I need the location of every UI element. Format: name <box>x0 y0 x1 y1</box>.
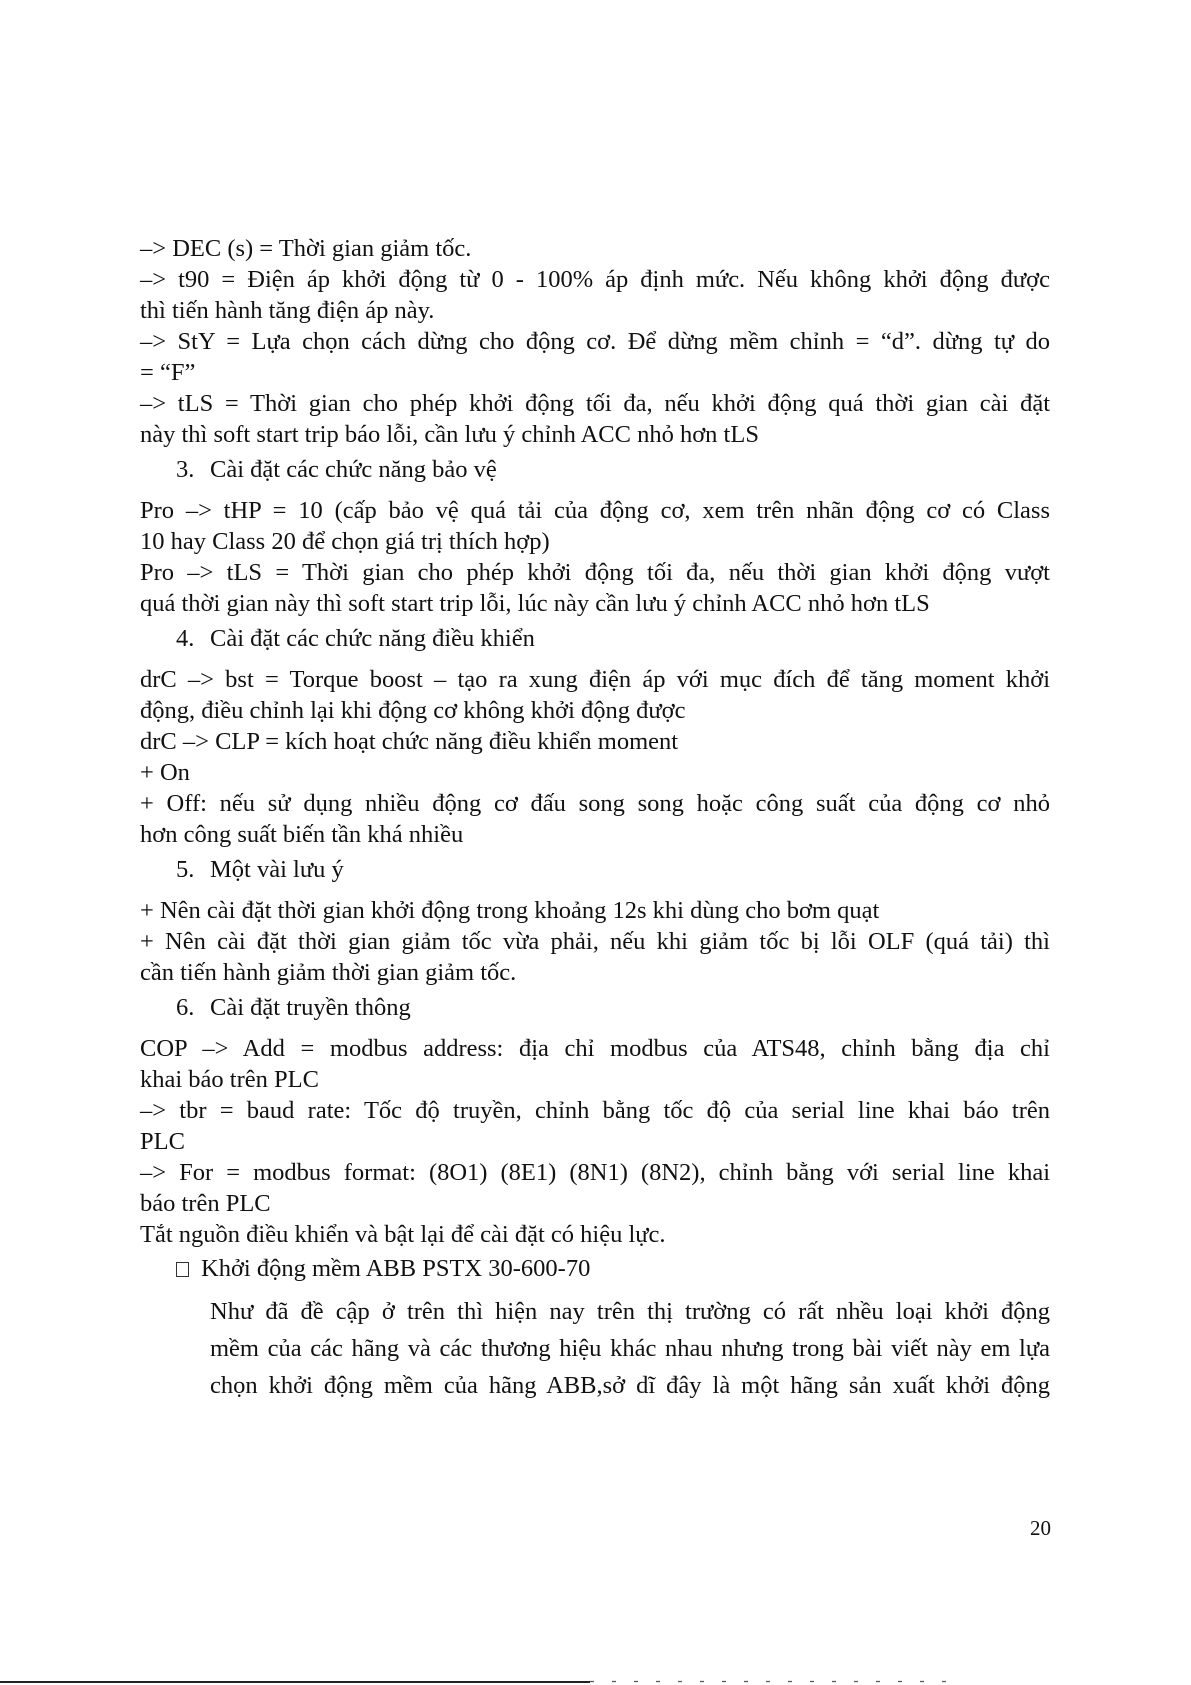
text-line: thì tiến hành tăng điện áp này. <box>140 297 435 324</box>
footer-rule <box>0 1681 590 1683</box>
section-number: 5. <box>176 856 195 883</box>
text-line: Pro –> tLS = Thời gian cho phép khởi động tối đa, nếu thời gian khởi động vượt <box>140 559 1050 586</box>
section-title: Cài đặt các chức năng điều khiển <box>210 625 535 652</box>
footer-dotted-rule <box>590 1680 950 1683</box>
section-number: 4. <box>176 625 195 652</box>
text-line: hơn công suất biến tần khá nhiều <box>140 821 464 848</box>
text-line: Pro –> tHP = 10 (cấp bảo vệ quá tải của động cơ, xem trên nhãn động cơ có Class <box>140 497 1050 524</box>
section-heading <box>140 992 1050 1023</box>
text-line: COP –> Add = modbus address: địa chỉ modbus của ATS48, chỉnh bằng địa chỉ <box>140 1035 1050 1062</box>
page-number: 20 <box>1030 1516 1051 1540</box>
text-line: drC –> CLP = kích hoạt chức năng điều khiển moment <box>140 728 679 755</box>
section-title: Cài đặt truyền thông <box>210 994 411 1021</box>
text-line: 10 hay Class 20 để chọn giá trị thích hợp) <box>140 528 550 555</box>
text-line: –> For = modbus format: (8O1) (8E1) (8N1) (8N2), chỉnh bằng với serial line khai <box>140 1159 1050 1186</box>
text-line: + Nên cài đặt thời gian giảm tốc vừa phải, nếu khi giảm tốc bị lỗi OLF (quá tải) thì <box>140 928 1050 955</box>
text-line: –> DEC (s) = Thời gian giảm tốc. <box>140 235 472 262</box>
text-line: = “F” <box>140 359 196 386</box>
text-line: drC –> bst = Torque boost – tạo ra xung điện áp với mục đích để tăng moment khởi <box>140 666 1050 693</box>
text-line: + Nên cài đặt thời gian khởi động trong khoảng 12s khi dùng cho bơm quạt <box>140 897 880 924</box>
paragraph-line: Như đã đề cập ở trên thì hiện nay trên thị trường có rất nhều loại khởi động <box>210 1298 1050 1325</box>
text-line: –> StY = Lựa chọn cách dừng cho động cơ. Để dừng mềm chỉnh = “d”. dừng tự do <box>140 328 1050 355</box>
checkbox-bullet-icon <box>176 1262 189 1277</box>
text-line: Tắt nguồn điều khiển và bật lại để cài đặt có hiệu lực. <box>140 1221 666 1248</box>
text-line: + Off: nếu sử dụng nhiều động cơ đấu song song hoặc công suất của động cơ nhỏ <box>140 790 1050 817</box>
text-line: động, điều chỉnh lại khi động cơ không khởi động được <box>140 697 686 724</box>
section-heading <box>140 854 1050 885</box>
bullet-heading <box>140 1253 1050 1284</box>
bullet-heading-text: Khởi động mềm ABB PSTX 30-600-70 <box>201 1255 591 1282</box>
text-line: khai báo trên PLC <box>140 1066 319 1093</box>
paragraph-line: mềm của các hãng và các thương hiệu khác nhau nhưng trong bài viết này em lựa <box>210 1335 1050 1362</box>
text-line: quá thời gian này thì soft start trip lỗi, lúc này cần lưu ý chỉnh ACC nhỏ hơn tLS <box>140 590 930 617</box>
section-heading <box>140 454 1050 485</box>
text-line: cần tiến hành giảm thời gian giảm tốc. <box>140 959 517 986</box>
text-line: PLC <box>140 1128 185 1155</box>
text-line: báo trên PLC <box>140 1190 271 1217</box>
text-line: –> tLS = Thời gian cho phép khởi động tối đa, nếu khởi động quá thời gian cài đặt <box>140 390 1050 417</box>
section-title: Cài đặt các chức năng bảo vệ <box>210 456 497 483</box>
text-line: + On <box>140 759 190 786</box>
paragraph-line: chọn khởi động mềm của hãng ABB,sở dĩ đây là một hãng sản xuất khởi động <box>210 1372 1050 1399</box>
section-number: 3. <box>176 456 195 483</box>
page-content <box>140 233 1050 1404</box>
text-line: này thì soft start trip báo lỗi, cần lưu ý chỉnh ACC nhỏ hơn tLS <box>140 421 759 448</box>
closing-paragraph <box>140 1293 1050 1404</box>
text-line: –> tbr = baud rate: Tốc độ truyền, chỉnh bằng tốc độ của serial line khai báo trên <box>140 1097 1050 1124</box>
text-line: –> t90 = Điện áp khởi động từ 0 - 100% áp định mức. Nếu không khởi động được <box>140 266 1050 293</box>
section-heading <box>140 623 1050 654</box>
section-title: Một vài lưu ý <box>210 856 344 883</box>
section-number: 6. <box>176 994 195 1021</box>
